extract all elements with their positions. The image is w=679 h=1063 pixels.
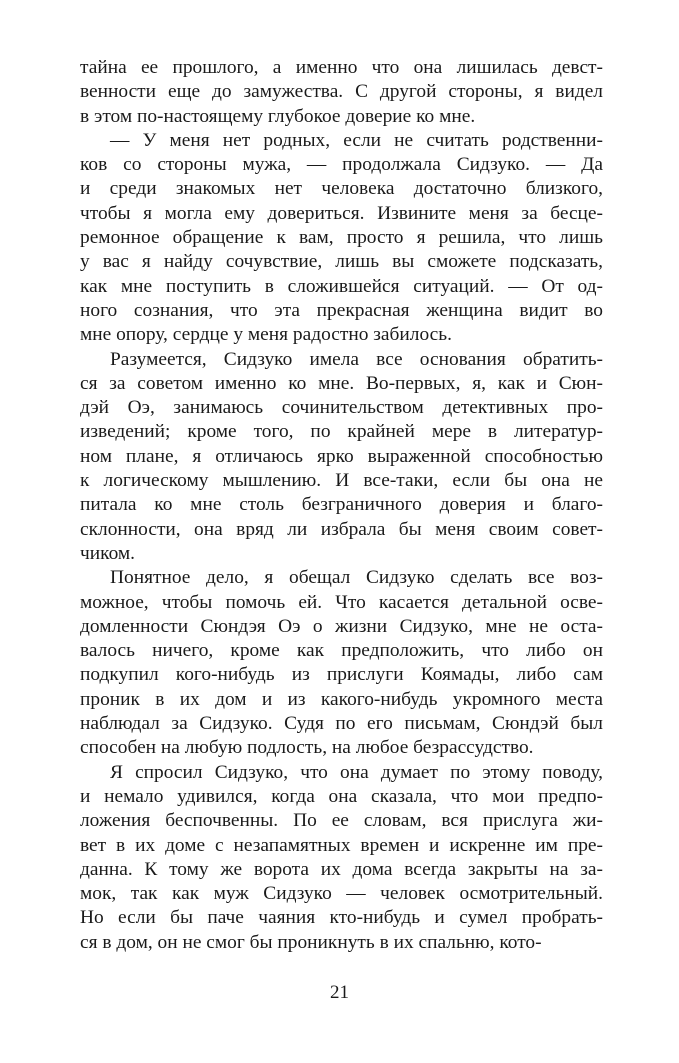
text-line: ном плане, я отличаюсь ярко выраженной способностью	[80, 445, 603, 467]
text-line: склонности, она вряд ли избрала бы меня своим совет-	[80, 518, 603, 540]
text-line: изведений; кроме того, по крайней мере в литератур-	[80, 421, 603, 443]
text-line: подкупил кого-нибудь из прислуги Коямады, либо сам	[80, 664, 603, 686]
text-line: в этом по-настоящему глубокое доверие ко мне.	[80, 105, 476, 127]
page-number: 21	[330, 982, 349, 1003]
paragraph	[80, 761, 603, 955]
text-line: способен на любую подлость, на любое безрассудство.	[80, 737, 534, 759]
text-line: как мне поступить в сложившейся ситуаций. — От од-	[80, 275, 603, 297]
text-line: вет в их доме с незапамятных времен и искренне им пре-	[80, 834, 603, 856]
paragraph	[80, 348, 603, 567]
text-line: чтобы я могла ему довериться. Извините меня за бесце-	[80, 202, 603, 224]
text-line: Я спросил Сидзуко, что она думает по этому поводу,	[110, 761, 603, 783]
text-line: тайна ее прошлого, а именно что она лишилась девст-	[80, 57, 603, 78]
text-line: мок, так как муж Сидзуко — человек осмотрительный.	[80, 883, 603, 905]
text-line: домленности Сюндэя Оэ о жизни Сидзуко, мне не оста-	[80, 615, 603, 637]
text-line: венности еще до замужества. С другой стороны, я видел	[80, 81, 603, 103]
text-line: и немало удивился, когда она сказала, что мои предпо-	[80, 785, 603, 807]
book-page-text	[80, 56, 603, 955]
text-line: ложения беспочвенны. По ее словам, вся прислуга жи-	[80, 810, 603, 832]
text-line: ся в дом, он не смог бы проникнуть в их спальню, кото-	[80, 931, 542, 953]
text-line: питала ко мне столь безграничного доверия и благо-	[80, 494, 603, 516]
text-line: к логическому мышлению. И все-таки, если бы она не	[80, 470, 603, 492]
paragraph	[80, 56, 603, 129]
text-line: данна. К тому же ворота их дома всегда закрыты на за-	[80, 858, 603, 880]
paragraph	[80, 129, 603, 348]
text-line: Разумеется, Сидзуко имела все основания обратить-	[110, 348, 603, 370]
text-line: у вас я найду сочувствие, лишь вы сможете подсказать,	[80, 251, 603, 273]
text-line: чиком.	[80, 542, 136, 564]
text-line: — У меня нет родных, если не считать родственни-	[110, 129, 603, 151]
text-line: ного сознания, что эта прекрасная женщина видит во	[80, 299, 603, 321]
text-line: и среди знакомых нет человека достаточно близкого,	[80, 178, 603, 200]
text-line: ся за советом именно ко мне. Во-первых, я, как и Сюн-	[80, 372, 603, 394]
text-line: валось ничего, кроме как предположить, что либо он	[80, 640, 603, 662]
text-line: проник в их дом и из какого-нибудь укромного места	[80, 688, 603, 710]
paragraph	[80, 566, 603, 760]
text-line: дэй Оэ, занимаюсь сочинительством детективных про-	[80, 397, 603, 419]
text-line: ремонное обращение к вам, просто я решила, что лишь	[80, 227, 603, 249]
text-line: мне опору, сердце у меня радостно забилось.	[80, 324, 452, 346]
text-line: Но если бы паче чаяния кто-нибудь и сумел пробрать-	[80, 907, 603, 929]
text-line: можное, чтобы помочь ей. Что касается детальной осве-	[80, 591, 603, 613]
text-line: ков со стороны мужа, — продолжала Сидзуко. — Да	[80, 154, 603, 176]
text-line: наблюдал за Сидзуко. Судя по его письмам, Сюндэй был	[80, 713, 603, 735]
text-line: Понятное дело, я обещал Сидзуко сделать все воз-	[110, 567, 603, 589]
